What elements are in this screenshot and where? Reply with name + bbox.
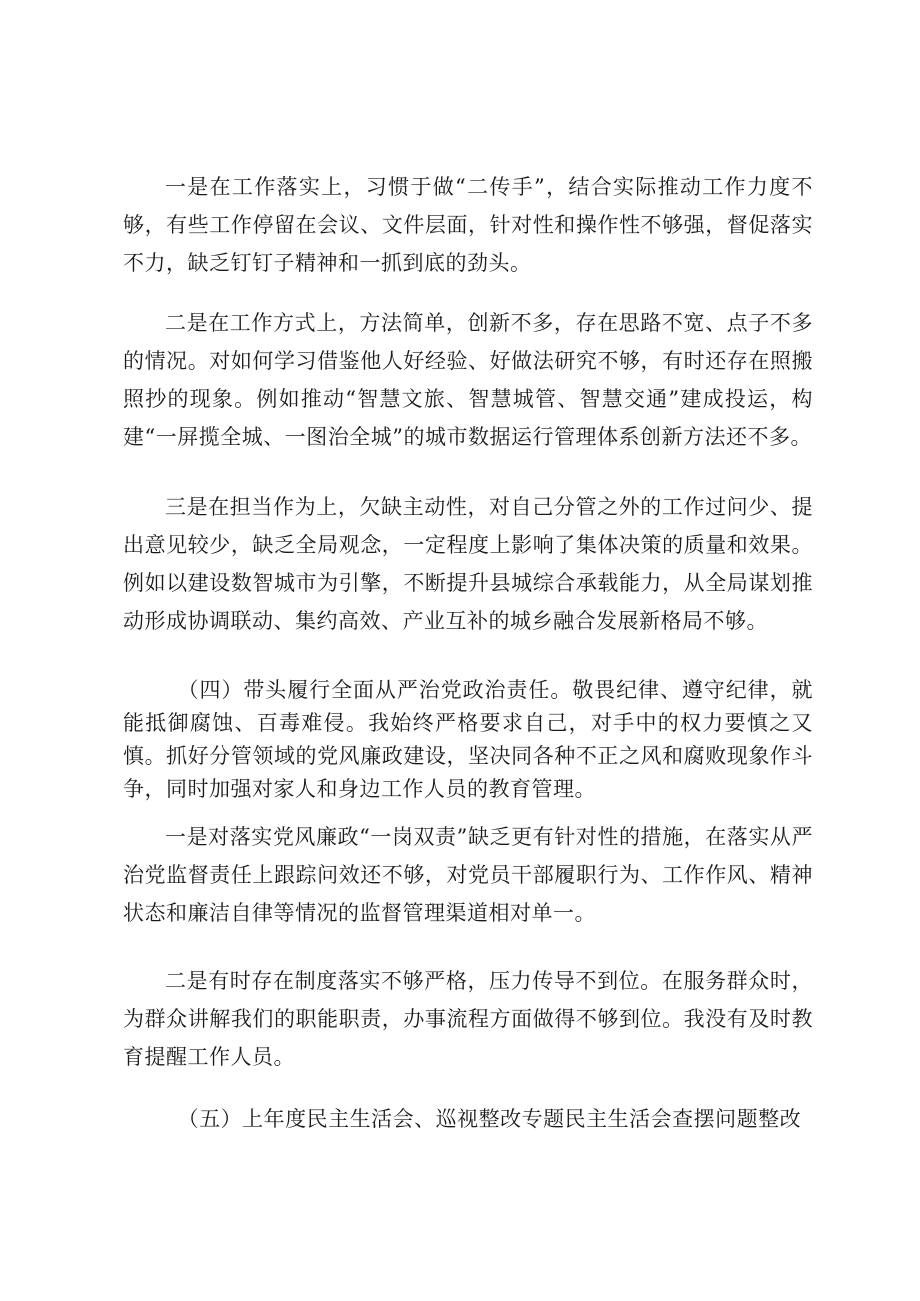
section-heading-four: （四）带头履行全面从严治党政治责任。敬畏纪律、遵守纪律，就能抵御腐蚀、百毒难侵。我始终严格要求自己，对手中的权力要慎之又慎。抓好分管领域的党风廉政建设，坚决同各种不正之风和腐败现象作斗争，同时加强对家人和身边工作人员的教育管理。 (123, 678, 813, 801)
paragraph-integrity-duty: 一是对落实党风廉政“一岗双责”缺乏更有针对性的措施，在落实从严治党监督责任上跟踪问效还不够，对党员干部履职行为、工作作风、精神状态和廉洁自律等情况的监督管理渠道相对单一。 (123, 825, 813, 925)
paragraph-work-implementation: 一是在工作落实上，习惯于做“二传手”，结合实际推动工作力度不够，有些工作停留在会议、文件层面，针对性和操作性不够强，督促落实不力，缺乏钉钉子精神和一抓到底的劲头。 (123, 175, 813, 275)
paragraph-responsibility: 三是在担当作为上，欠缺主动性，对自己分管之外的工作过问少、提出意见较少，缺乏全局观念，一定程度上影响了集体决策的质量和效果。例如以建设数智城市为引擎，不断提升县城综合承载能力，从全局谋划推动形成协调联动、集约高效、产业互补的城乡融合发展新格局不够。 (123, 495, 813, 633)
section-heading-five: （五）上年度民主生活会、巡视整改专题民主生活会查摆问题整改 (177, 1107, 802, 1131)
paragraph-system-implementation: 二是有时存在制度落实不够严格，压力传导不到位。在服务群众时，为群众讲解我们的职能职责，办事流程方面做得不够到位。我没有及时教育提醒工作人员。 (123, 969, 813, 1069)
paragraph-work-method: 二是在工作方式上，方法简单，创新不多，存在思路不宽、点子不多的情况。对如何学习借鉴他人好经验、好做法研究不够，有时还存在照搬照抄的现象。例如推动“智慧文旅、智慧城管、智慧交通”建成投运，构建“一屏揽全城、一图治全城”的城市数据运行管理体系创新方法还不多。 (123, 311, 813, 449)
